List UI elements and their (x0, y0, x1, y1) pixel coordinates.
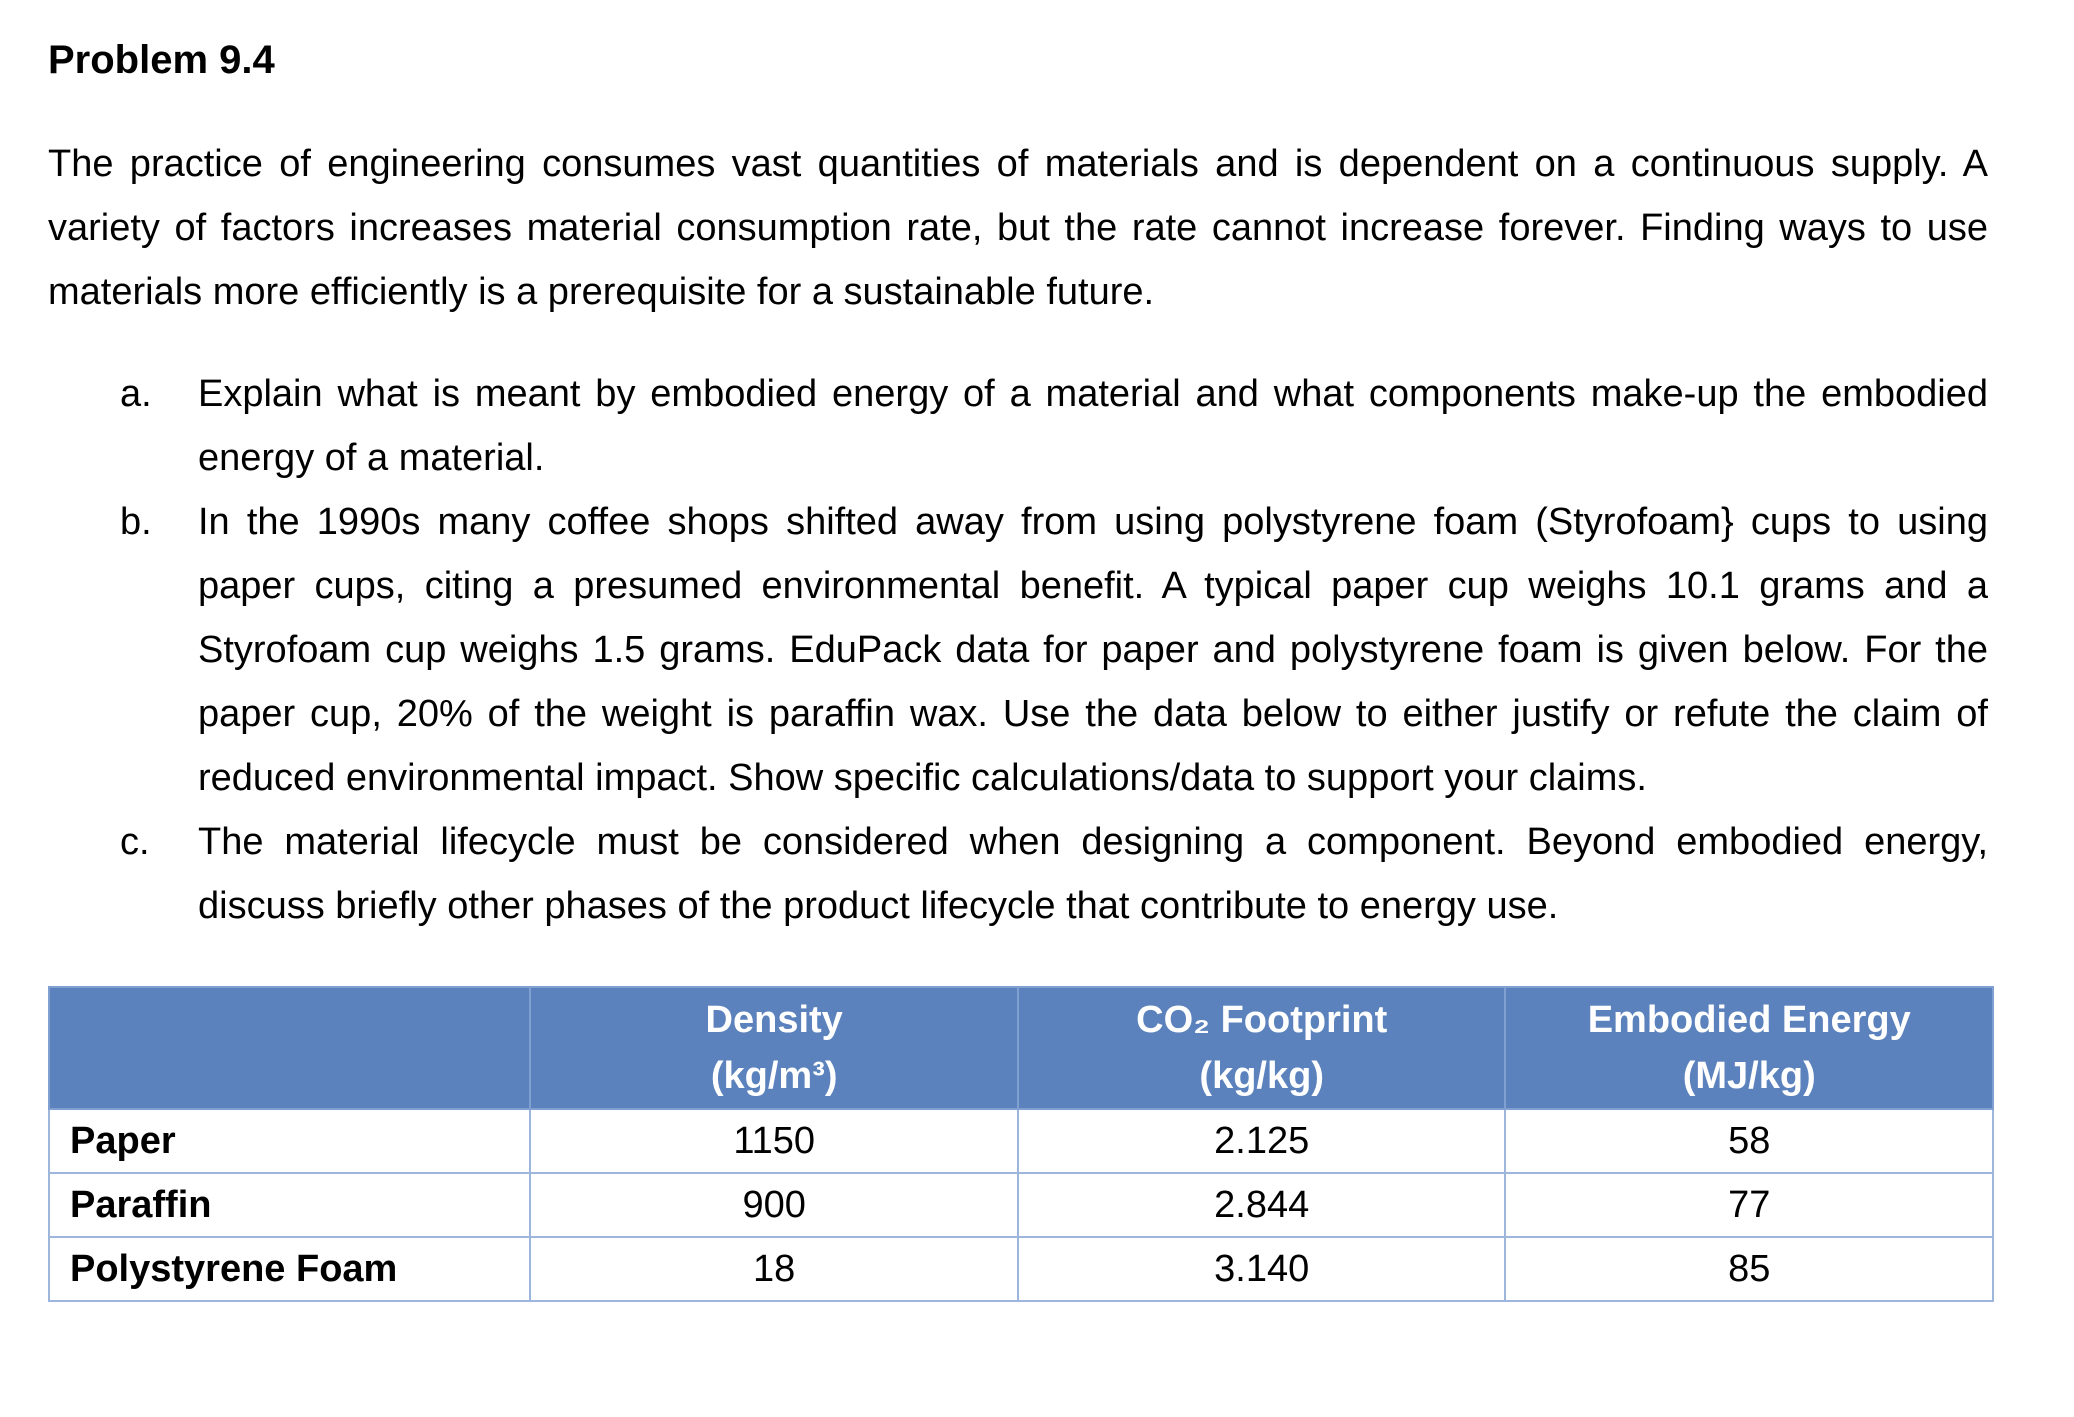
energy-cell: 77 (1505, 1173, 1993, 1237)
density-cell: 1150 (530, 1109, 1018, 1173)
question-text: The material lifecycle must be considered when designing a component. Beyond embodied energy, discuss briefly other phases of the product lifecycle that contribute to energy use. (198, 821, 1988, 927)
question-item-b (48, 490, 1988, 810)
row-label: Polystyrene Foam (49, 1237, 530, 1301)
question-item-c (48, 810, 1988, 938)
question-item-a (48, 362, 1988, 490)
header-line-1: Embodied Energy (1587, 999, 1911, 1041)
co2-cell: 2.125 (1018, 1109, 1506, 1173)
problem-document (48, 30, 1988, 1302)
table-row (49, 1109, 1993, 1173)
header-line-2: (kg/kg) (1199, 1055, 1324, 1097)
co2-cell: 2.844 (1018, 1173, 1506, 1237)
header-cell-embodied-energy (1505, 987, 1993, 1109)
row-label: Paper (49, 1109, 530, 1173)
materials-data-table (48, 986, 1994, 1302)
table-row (49, 1173, 1993, 1237)
question-marker: b. (120, 501, 152, 543)
density-cell: 900 (530, 1173, 1018, 1237)
intro-paragraph: The practice of engineering consumes vast quantities of materials and is dependent on a continuous supply. A variety of factors increases material consumption rate, but the rate cannot increase forever. Finding ways to use materials more efficiently is a prerequisite for a sustainable future. (48, 143, 1988, 313)
question-marker: c. (120, 821, 150, 863)
header-cell-co2-footprint (1018, 987, 1506, 1109)
energy-cell: 85 (1505, 1237, 1993, 1301)
header-cell-density (530, 987, 1018, 1109)
header-line-2: (kg/m³) (710, 1055, 838, 1097)
density-cell: 18 (530, 1237, 1018, 1301)
table-row (49, 1237, 1993, 1301)
header-line-1: Density (705, 999, 843, 1041)
question-text: Explain what is meant by embodied energy of a material and what components make-up the embodied energy of a material. (198, 373, 1988, 479)
problem-title: Problem 9.4 (48, 38, 275, 82)
header-line-1: CO₂ Footprint (1136, 999, 1388, 1041)
header-cell-material (49, 987, 530, 1109)
energy-cell: 58 (1505, 1109, 1993, 1173)
question-text: In the 1990s many coffee shops shifted away from using polystyrene foam (Styrofoam} cups to using paper cups, citing a presumed environmental benefit. A typical paper cup weighs 10.1 grams and a Styrofoam cup weighs 1.5 grams. EduPack data for paper and polystyrene foam is given below. For the paper cup, 20% of the weight is paraffin wax. Use the data below to either justify or refute the claim of reduced environmental impact. Show specific calculations/data to support your claims. (198, 501, 1988, 799)
header-line-2: (MJ/kg) (1682, 1055, 1816, 1097)
question-marker: a. (120, 373, 152, 415)
row-label: Paraffin (49, 1173, 530, 1237)
question-list (48, 362, 1988, 938)
co2-cell: 3.140 (1018, 1237, 1506, 1301)
table-header-row (49, 987, 1993, 1109)
